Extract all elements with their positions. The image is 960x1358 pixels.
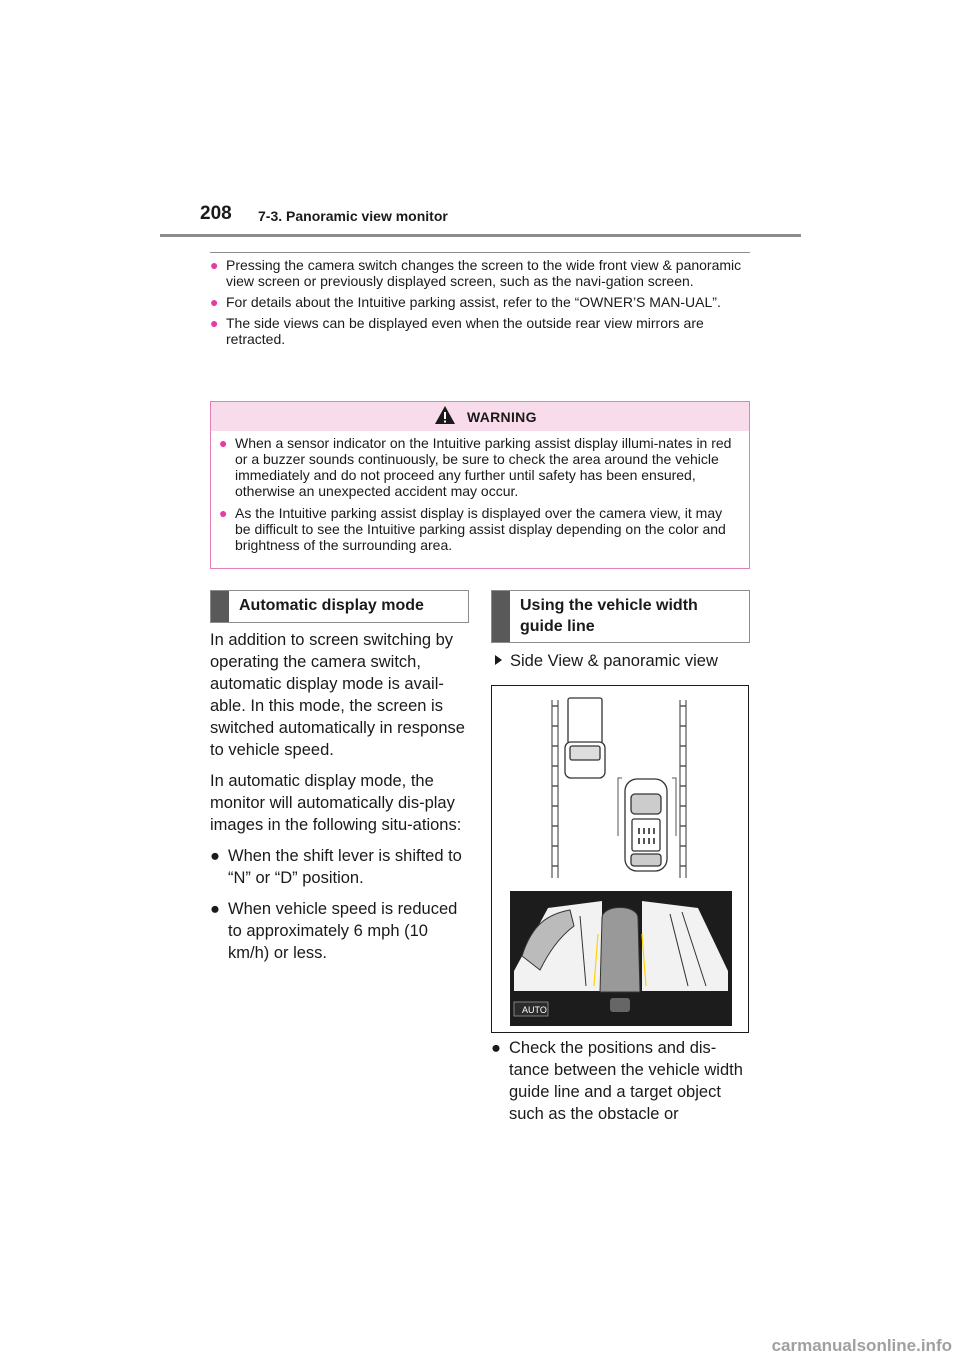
warning-body (211, 431, 749, 553)
notes-divider (210, 252, 750, 253)
truck-icon (565, 698, 605, 778)
paragraph: In automatic display mode, the monitor will automatically dis-play images in the following situ-ations: (210, 772, 462, 834)
left-body (210, 629, 470, 973)
warning-item (219, 435, 741, 499)
heading-text: Automatic display mode (239, 597, 424, 614)
watermark: carmanualsonline.info (771, 1336, 952, 1355)
bullet-icon: ● (210, 257, 219, 273)
paragraph: In addition to screen switching by operating the camera switch, automatic display mode is avail-able. In this mode, the screen is switched automatically in response to vehicle speed. (210, 631, 465, 759)
auto-mode-label: AUTO (522, 1005, 547, 1015)
subheading-text: Side View & panoramic view (510, 652, 718, 670)
warning-text: When a sensor indicator on the Intuitive parking assist display illumi-nates in red or a buzzer sounds continuously, be sure to check the area around the vehicle immediately and do not proceed any further until safety has been ensured, otherwise an unexpected accident may occur. (235, 435, 732, 499)
header-divider (160, 234, 801, 237)
heading-tab (492, 591, 510, 642)
vehicle-width-guide-heading (491, 590, 750, 643)
warning-box (210, 401, 750, 569)
note-text: For details about the Intuitive parking assist, refer to the “OWNER’S MAN-UAL”. (226, 294, 721, 310)
note-item (210, 257, 755, 289)
warning-title: WARNING (467, 409, 537, 425)
bullet-icon: ● (210, 315, 219, 331)
heading-tab (211, 591, 229, 622)
automatic-display-mode-heading (210, 590, 469, 623)
warning-triangle-icon (434, 405, 456, 425)
bullet-icon: ● (219, 435, 228, 451)
dot-bullet-icon: ● (210, 900, 220, 918)
dot-bullet-icon: ● (491, 1039, 501, 1057)
warning-text: As the Intuitive parking assist display is displayed over the camera view, it may be difficult to see the Intuitive parking assist display depending on the color and brightness of the surrounding area. (235, 505, 726, 553)
notes-list (210, 257, 755, 352)
note-text: Pressing the camera switch changes the screen to the wide front view & panoramic view screen or previously displayed screen, such as the navi-gation screen. (226, 257, 742, 289)
camera-view-screen (510, 891, 732, 1026)
bullet-icon: ● (210, 294, 219, 310)
note-item (210, 315, 755, 347)
list-item-text: Check the positions and dis-tance between the vehicle width guide line and a target object such as the obstacle or (509, 1039, 743, 1123)
dot-bullet-icon: ● (210, 847, 220, 865)
list-item (210, 898, 470, 964)
note-text: The side views can be displayed even when the outside rear view mirrors are retracted. (226, 315, 704, 347)
parking-illustration (492, 686, 749, 1033)
page-number: 208 (200, 203, 232, 224)
subheading-side-view (495, 650, 718, 672)
heading-text: Using the vehicle width guide line (520, 597, 698, 635)
section-title: 7-3. Panoramic view monitor (258, 208, 448, 224)
list-item-text: When vehicle speed is reduced to approximately 6 mph (10 km/h) or less. (228, 900, 458, 962)
list-item-text: When the shift lever is shifted to “N” or “D” position. (228, 847, 462, 887)
bullet-icon: ● (219, 505, 228, 521)
note-item (210, 294, 755, 310)
panoramic-view-figure (491, 685, 749, 1033)
list-item (210, 845, 470, 889)
warning-header (211, 402, 749, 431)
triangle-bullet-icon (495, 655, 502, 665)
warning-item (219, 505, 741, 553)
suv-icon (625, 779, 667, 871)
list-item (491, 1037, 751, 1125)
